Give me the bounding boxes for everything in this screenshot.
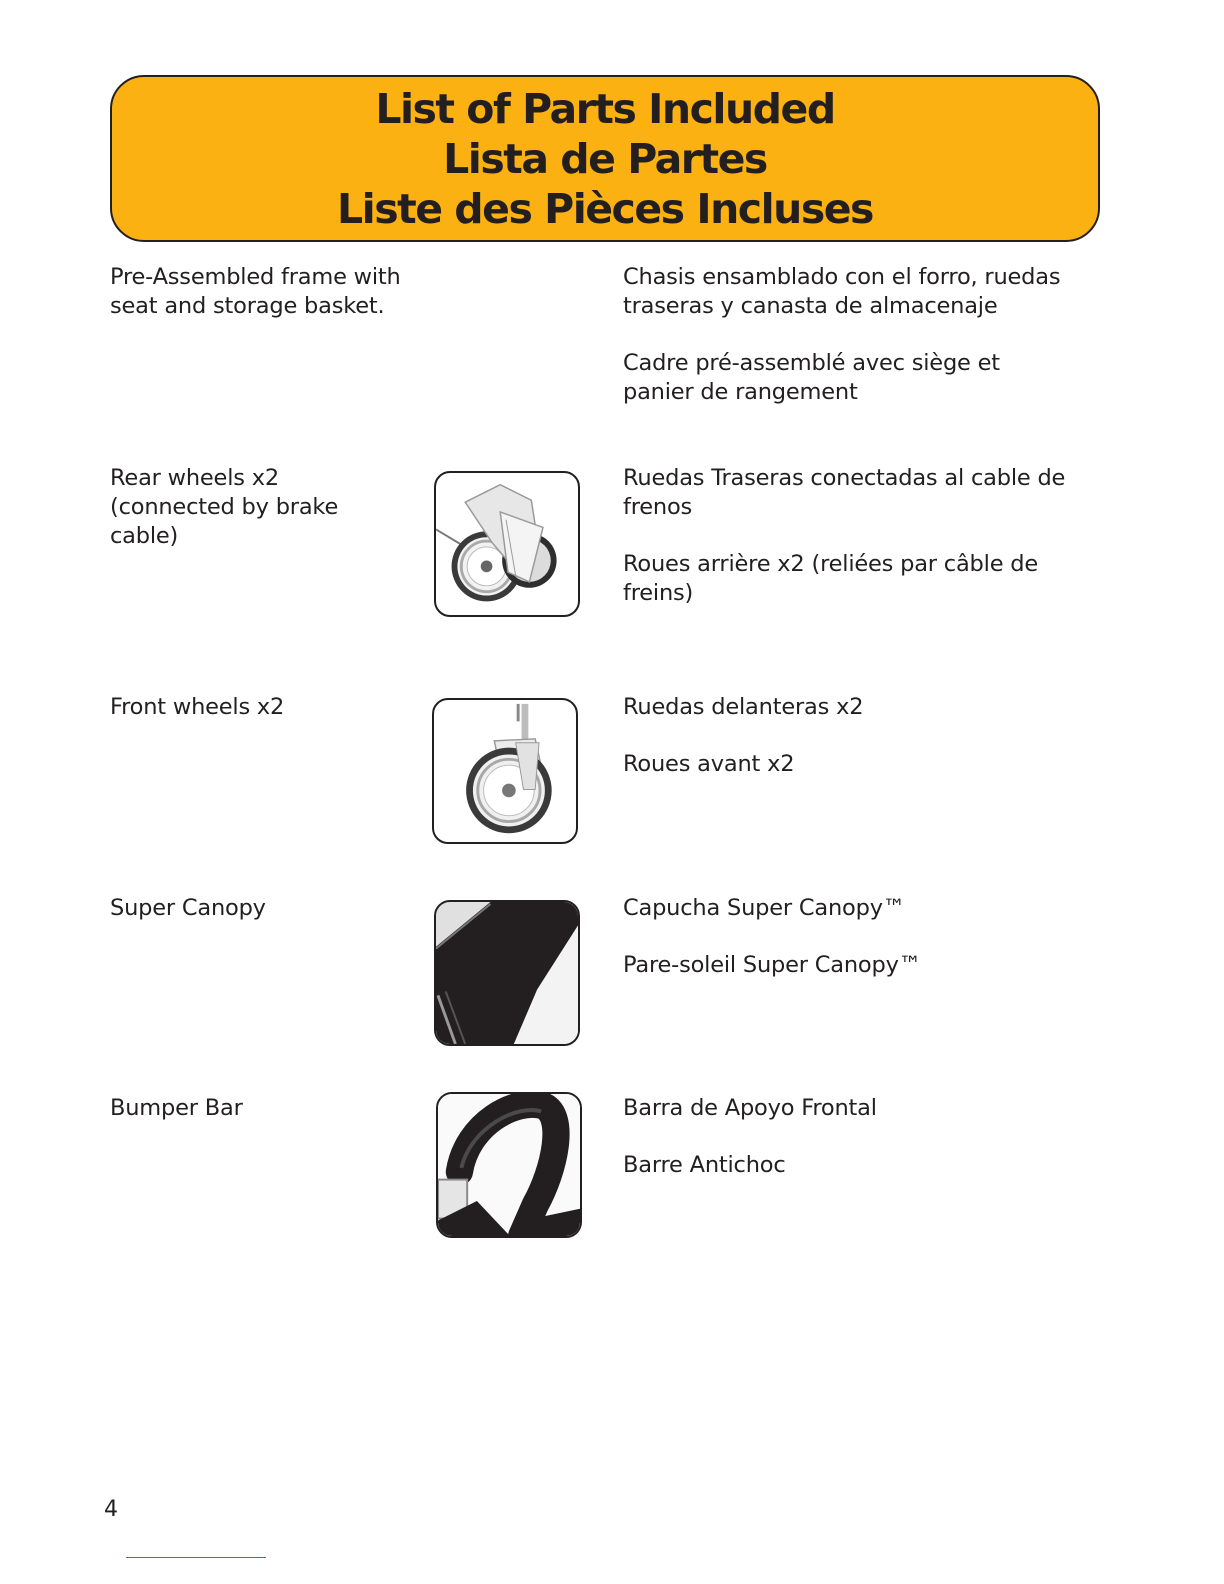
part-frame-spanish: Chasis ensamblado con el forro, ruedas traseras y canasta de almacenaje xyxy=(623,264,1061,319)
part-front-wheels-spanish: Ruedas delanteras x2 xyxy=(623,694,864,720)
part-front-wheels-french: Roues avant x2 xyxy=(623,751,795,777)
canopy-icon xyxy=(434,900,580,1046)
part-canopy-spanish: Capucha Super Canopy™ xyxy=(623,895,906,921)
part-bumper-bar-english: Bumper Bar xyxy=(110,1095,243,1121)
page-number: 4 xyxy=(104,1497,118,1522)
part-canopy-english: Super Canopy xyxy=(110,895,266,921)
rear-wheel-icon xyxy=(434,471,580,617)
title-english: List of Parts Included xyxy=(375,84,835,133)
part-bumper-bar-spanish: Barra de Apoyo Frontal xyxy=(623,1095,877,1121)
part-rear-wheels-spanish: Ruedas Traseras conectadas al cable de frenos xyxy=(623,465,1066,520)
bumper-bar-icon xyxy=(436,1092,582,1238)
part-bumper-bar-french: Barre Antichoc xyxy=(623,1152,786,1178)
part-front-wheels-english: Front wheels x2 xyxy=(110,694,285,720)
title-spanish: Lista de Partes xyxy=(443,134,767,183)
front-wheel-icon xyxy=(432,698,578,844)
footer-rule xyxy=(126,1557,266,1558)
parts-list-header xyxy=(110,75,1100,242)
part-rear-wheels-french: Roues arrière x2 (reliées par câble de freins) xyxy=(623,551,1039,606)
part-frame-english: Pre-Assembled frame with seat and storage basket. xyxy=(110,264,401,319)
part-rear-wheels-english: Rear wheels x2 (connected by brake cable) xyxy=(110,465,339,549)
part-canopy-french: Pare-soleil Super Canopy™ xyxy=(623,952,921,978)
part-frame-french: Cadre pré-assemblé avec siège et panier de rangement xyxy=(623,350,1000,405)
title-french: Liste des Pièces Incluses xyxy=(337,184,873,233)
